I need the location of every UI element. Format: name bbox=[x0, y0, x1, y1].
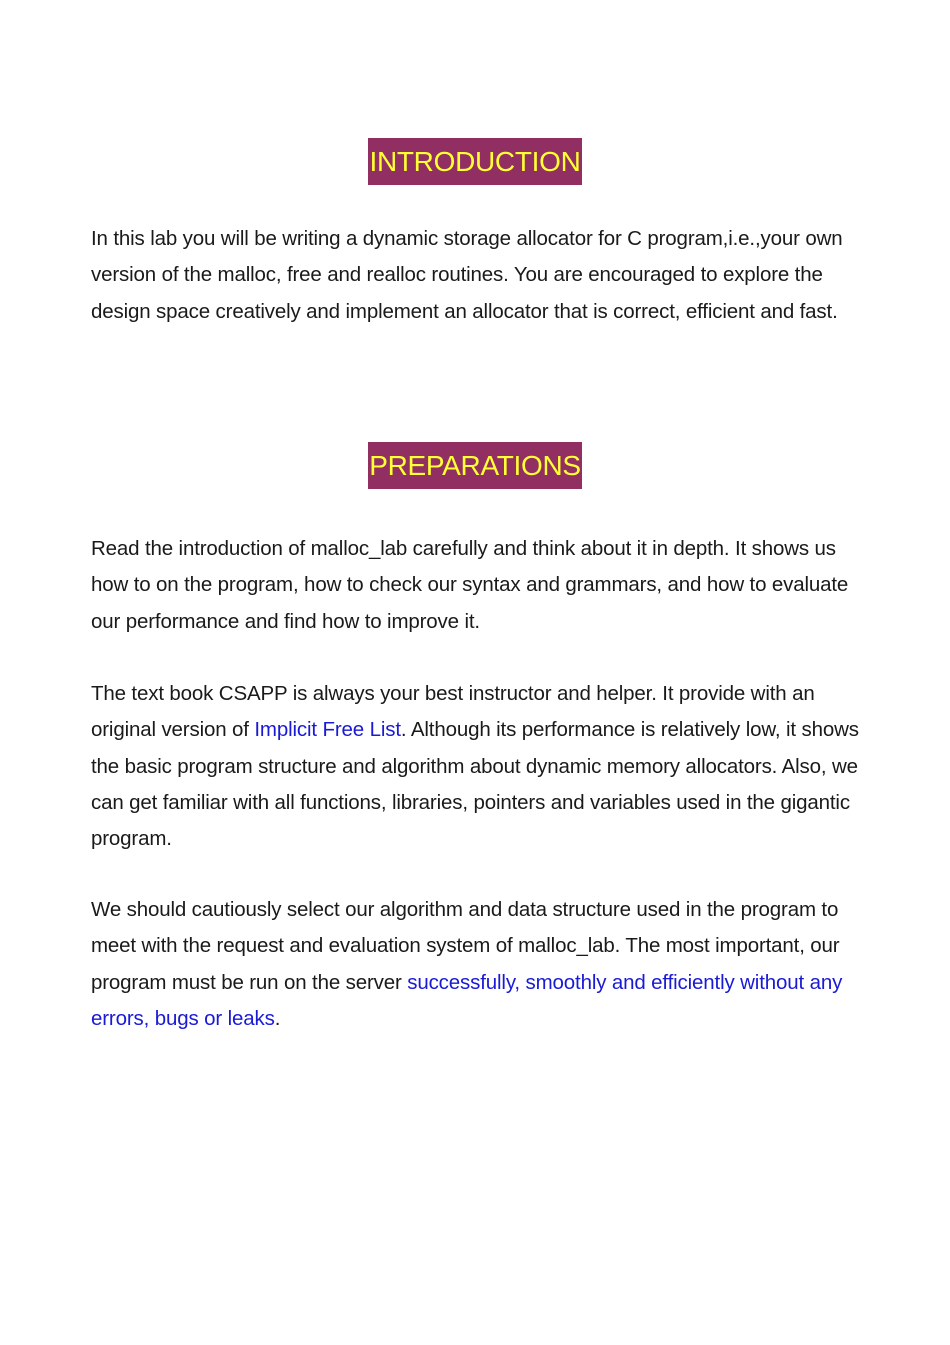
preparations-heading-wrap bbox=[0, 442, 950, 489]
run-requirements-highlight: successfully, smoothly and efficiently without any errors, bugs or leaks bbox=[91, 970, 843, 1030]
paragraph-3-text-before: We should cautiously select our algorithm and data structure used in the program to meet with the request and evaluation system of malloc_lab. The most important, our program must be run on the server bbox=[91, 898, 840, 994]
preparations-heading: PREPARATIONS bbox=[368, 442, 582, 489]
introduction-heading-wrap bbox=[0, 138, 950, 185]
paragraph-2-text-after: . Although its performance is relatively low, it shows the basic program structure and algorithm about dynamic memory allocators. Also, we can get familiar with all functions, libraries, pointers and variables used in the gigantic program. bbox=[91, 718, 859, 851]
preparations-paragraph-2 bbox=[91, 676, 871, 857]
introduction-heading: INTRODUCTION bbox=[368, 138, 581, 185]
preparations-paragraph-3 bbox=[91, 892, 871, 1037]
preparations-paragraph-1: Read the introduction of malloc_lab carefully and think about it in depth. It shows us how to on the program, how to check our syntax and grammars, and how to evaluate our performance and find how to improve it. bbox=[91, 537, 849, 633]
introduction-paragraph: In this lab you will be writing a dynamic storage allocator for C program,i.e.,your own version of the malloc, free and realloc routines. You are encouraged to explore the design space creatively and implement an allocator that is correct, efficient and fast. bbox=[91, 227, 843, 323]
paragraph-2-text-before: The text book CSAPP is always your best instructor and helper. It provide with an original version of bbox=[91, 682, 815, 742]
implicit-free-list-highlight: Implicit Free List bbox=[254, 718, 401, 742]
paragraph-3-text-after: . bbox=[274, 1006, 281, 1030]
